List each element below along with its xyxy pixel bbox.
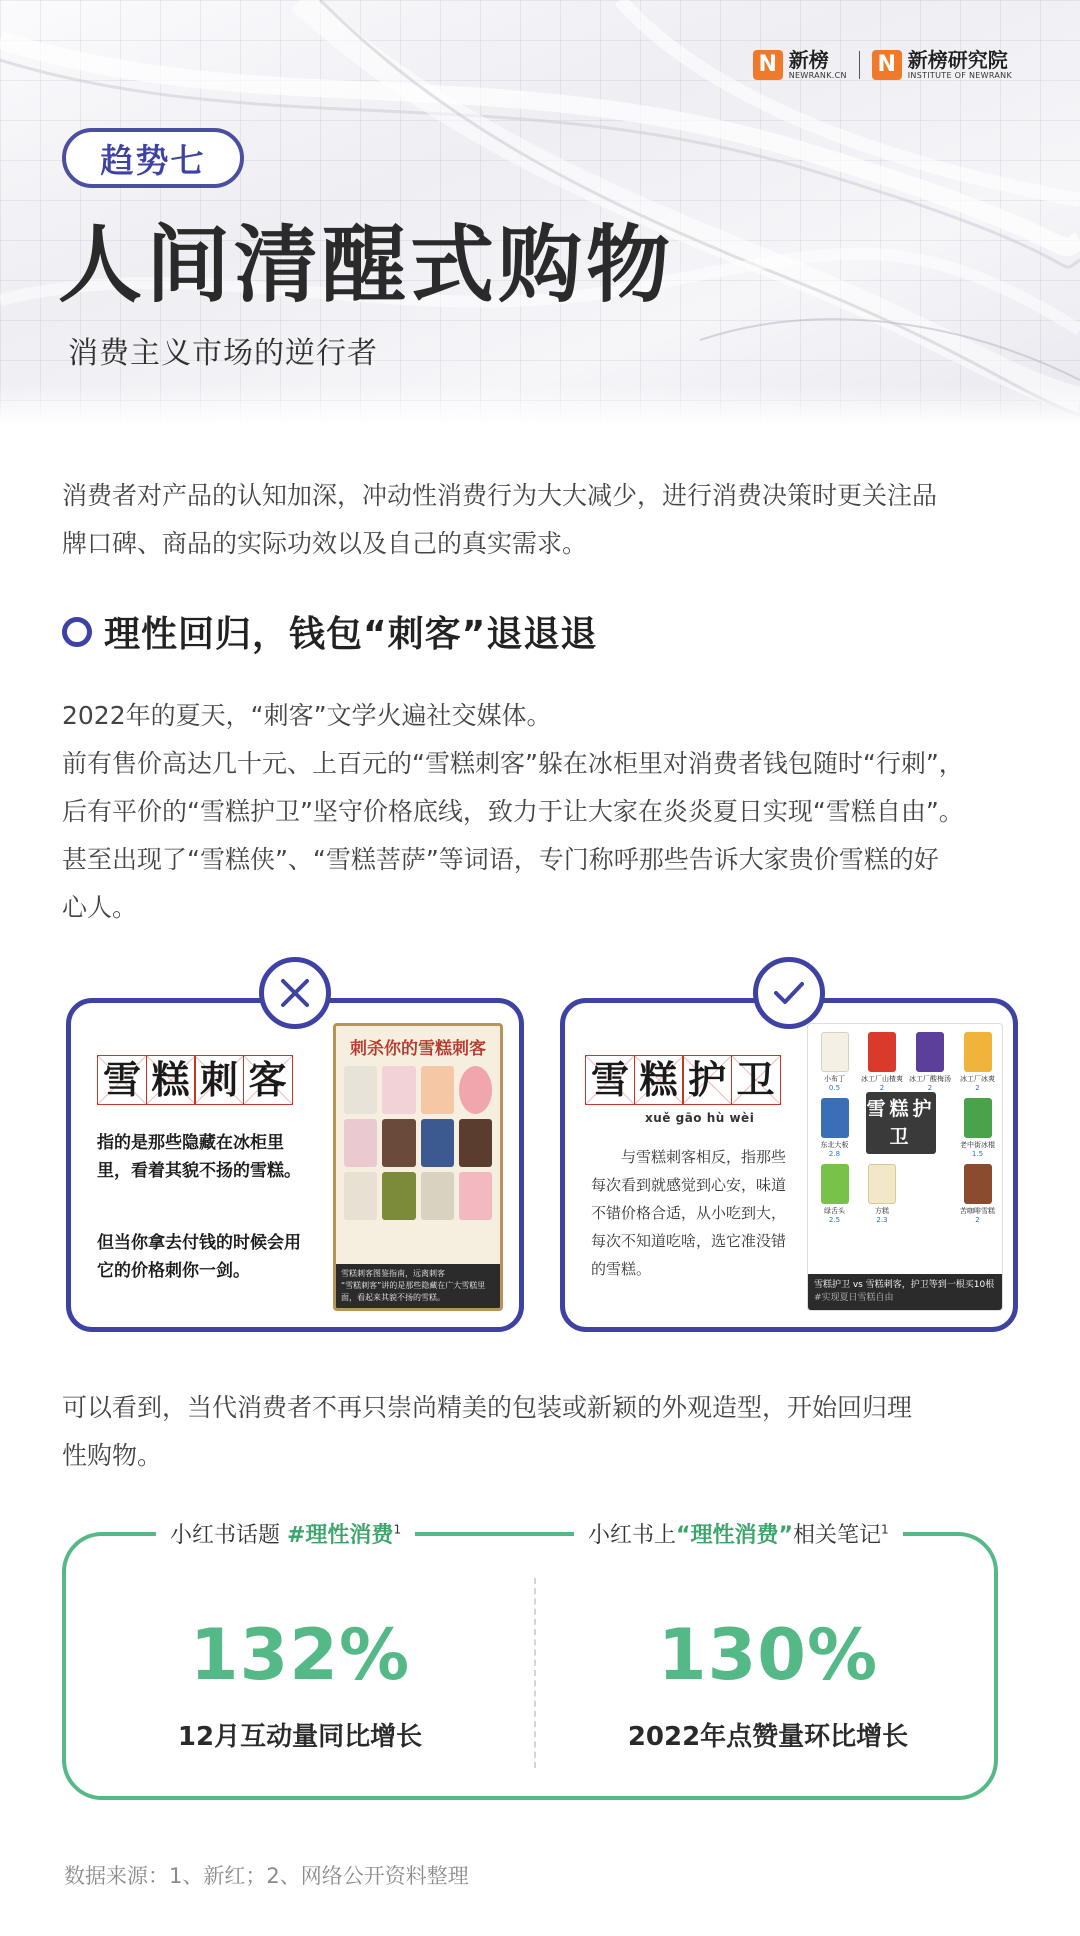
story-line: 甚至出现了“雪糕侠”、“雪糕菩萨”等词语，专门称呼那些告诉大家贵价雪糕的好 [62,845,939,874]
newrank-logo [753,50,847,80]
logo2-name: 新榜研究院 [907,48,1008,72]
guard-poster [807,1023,1003,1311]
poster-caption-line: #实现夏日雪糕自由 [814,1293,894,1303]
item-name: 冰工厂酸梅汤 [909,1075,951,1083]
logo1-sub: NEWRANK.CN [788,71,847,80]
popsicle-grid [344,1066,492,1220]
ice-cream-image [821,1032,849,1072]
popsicle-image [459,1066,492,1114]
logo-divider [859,51,860,79]
ice-cream-image [916,1164,944,1204]
poster-caption-line: “雪糕刺客”讲的是那些隐藏在广大雪糕里面，看起来其貌不扬的雪糕。 [341,1281,486,1302]
shelf-item [861,1164,903,1224]
trend-tag: 趋势七 [62,128,244,188]
ice-cream-image [821,1098,849,1138]
logo1-name: 新榜 [788,48,829,72]
story-line: 2022年的夏天，“刺客”文学火遍社交媒体。 [62,701,552,730]
shelf-item [861,1032,903,1092]
stat-value: 132% [189,1614,411,1696]
popsicle-image [382,1066,415,1114]
ring-bullet-icon [62,617,92,647]
poster-caption-line: 雪糕护卫 vs 雪糕刺客，护卫等到一根买10根 [814,1280,995,1290]
word-char: 糕 [146,1055,196,1105]
item-price: 2 [975,1084,980,1092]
caption-highlight: “理性消费” [676,1523,793,1548]
brand-logos [753,50,1012,80]
poster-caption [336,1264,500,1308]
ice-cream-image [821,1164,849,1204]
item-price: 0.5 [828,1084,841,1092]
stat-value: 130% [657,1614,879,1696]
conclusion-line: 性购物。 [62,1441,163,1470]
poster-title: 刺杀你的雪糕刺客 [350,1039,486,1059]
stat-caption [574,1518,903,1549]
conclusion-paragraph [62,1384,1022,1480]
story-line: 前有售价高达几十元、上百元的“雪糕刺客”躲在冰柜里对消费者钱包随时“行刺”， [62,749,964,778]
ice-cream-image [964,1098,992,1138]
ice-cream-image [868,1032,896,1072]
word-char: 卫 [731,1055,781,1105]
caption-highlight: #理性消费 [287,1523,394,1548]
ice-cream-image [964,1032,992,1072]
item-price: 2.3 [876,1216,888,1224]
item-price: 2 [975,1216,980,1224]
caption-prefix: 小红书上 [588,1523,677,1548]
guard-pinyin: xuě gāo hù wèi [645,1111,755,1125]
item-name: 冰工厂冰爽 [960,1075,995,1083]
popsicle-image [344,1119,377,1167]
item-name: 小布丁 [824,1075,845,1083]
word-char: 刺 [194,1055,244,1105]
item-name: 绿舌头 [824,1207,845,1215]
conclusion-line: 可以看到，当代消费者不再只崇尚精美的包装或新颖的外观造型，开始回归理 [62,1393,913,1422]
stat-label: 12月互动量同比增长 [177,1722,423,1752]
check-badge [753,957,825,1029]
popsicle-image [344,1172,377,1220]
shelf-item [957,1164,998,1224]
logo2-sub: INSTITUTE OF NEWRANK [907,71,1012,80]
assassin-desc-1: 指的是那些隐藏在冰柜里里，看着其貌不扬的雪糕。 [97,1133,301,1181]
stats-panel [62,1522,998,1800]
word-char: 雪 [585,1055,635,1105]
cross-icon [275,973,315,1013]
popsicle-image [421,1172,454,1220]
hero-fade [0,385,1080,425]
popsicle-image [459,1172,492,1220]
ice-cream-image [868,1164,896,1204]
shelf-item [814,1032,855,1092]
ice-cream-image [916,1032,944,1072]
intro-line: 消费者对产品的认知加深，冲动性消费行为大大减少，进行消费决策时更关注品 [62,481,938,510]
item-name: 东北大板 [820,1141,849,1149]
newrank-logo-icon: N [753,50,783,80]
item-price: 2.8 [828,1150,841,1158]
newrank-institute-logo-icon: N [872,50,902,80]
footnote-marker: 1 [880,1522,889,1537]
assassin-word-grid [97,1055,291,1105]
assassin-poster [333,1023,503,1311]
cross-badge [259,957,331,1029]
shelf-item [814,1164,855,1224]
shelf-item [909,1032,951,1092]
item-name: 冰工厂山楂爽 [861,1075,903,1083]
stat-caption [156,1518,415,1549]
story-paragraph [62,692,1022,932]
page-title: 人间清醒式购物 [58,216,675,314]
section-heading [62,606,597,657]
story-line: 后有平价的“雪糕护卫”坚守价格底线，致力于让大家在炎炎夏日实现“雪糕自由”。 [62,797,964,826]
assassin-desc-2: 但当你拿去付钱的时候会用它的价格刺你一剑。 [97,1233,301,1281]
shelf-item [957,1098,998,1158]
caption-suffix: 相关笔记 [792,1523,881,1548]
hero-banner [0,0,1080,425]
popsicle-image [421,1119,454,1167]
item-name: 苦咖啡雪糕 [960,1207,995,1215]
stat-label: 2022年点赞量环比增长 [627,1722,909,1752]
footnote-marker: 1 [393,1522,402,1537]
ice-cream-assassin-card [66,998,524,1332]
word-char: 客 [243,1055,293,1105]
caption-prefix: 小红书话题 [170,1523,287,1548]
check-icon [769,973,809,1013]
word-char: 雪 [97,1055,147,1105]
intro-paragraph [62,472,1022,568]
story-line: 心人。 [62,893,138,922]
popsicle-image [459,1119,492,1167]
item-price: 2 [927,1084,933,1092]
data-source-note: 数据来源：1、新红；2、网络公开资料整理 [64,1864,469,1888]
guard-desc: 与雪糕刺客相反，指那些每次看到就感觉到心安，味道不错价格合适，从小吃到大，每次不知道吃啥，选它准没错的雪糕。 [591,1148,787,1278]
guard-poster-caption [808,1274,1002,1310]
popsicle-image [382,1119,415,1167]
item-name: 老中街冰棍 [960,1141,995,1149]
ice-cream-image [964,1164,992,1204]
guard-word-grid [585,1055,779,1105]
shelf-item [814,1098,855,1158]
shelf-item [909,1164,951,1224]
shelf-item [957,1032,998,1092]
word-char: 护 [682,1055,732,1105]
guard-label: 雪糕护卫 [866,1092,936,1154]
item-price: 2.5 [828,1216,841,1224]
item-name: 方糕 [875,1207,889,1215]
newrank-institute-logo [872,50,1012,80]
intro-line: 牌口碑、商品的实际功效以及自己的真实需求。 [62,529,588,558]
page-subtitle: 消费主义市场的逆行者 [68,336,378,371]
word-char: 糕 [634,1055,684,1105]
item-price: 2 [879,1084,885,1092]
popsicle-image [344,1066,377,1114]
section-title: 理性回归，钱包“刺客”退退退 [104,614,598,655]
popsicle-image [421,1066,454,1114]
item-price: 1.5 [971,1150,984,1158]
poster-caption-line: 雪糕刺客图鉴指南，远离刺客 [341,1269,445,1278]
ice-cream-guard-card [560,998,1018,1332]
popsicle-image [382,1172,415,1220]
